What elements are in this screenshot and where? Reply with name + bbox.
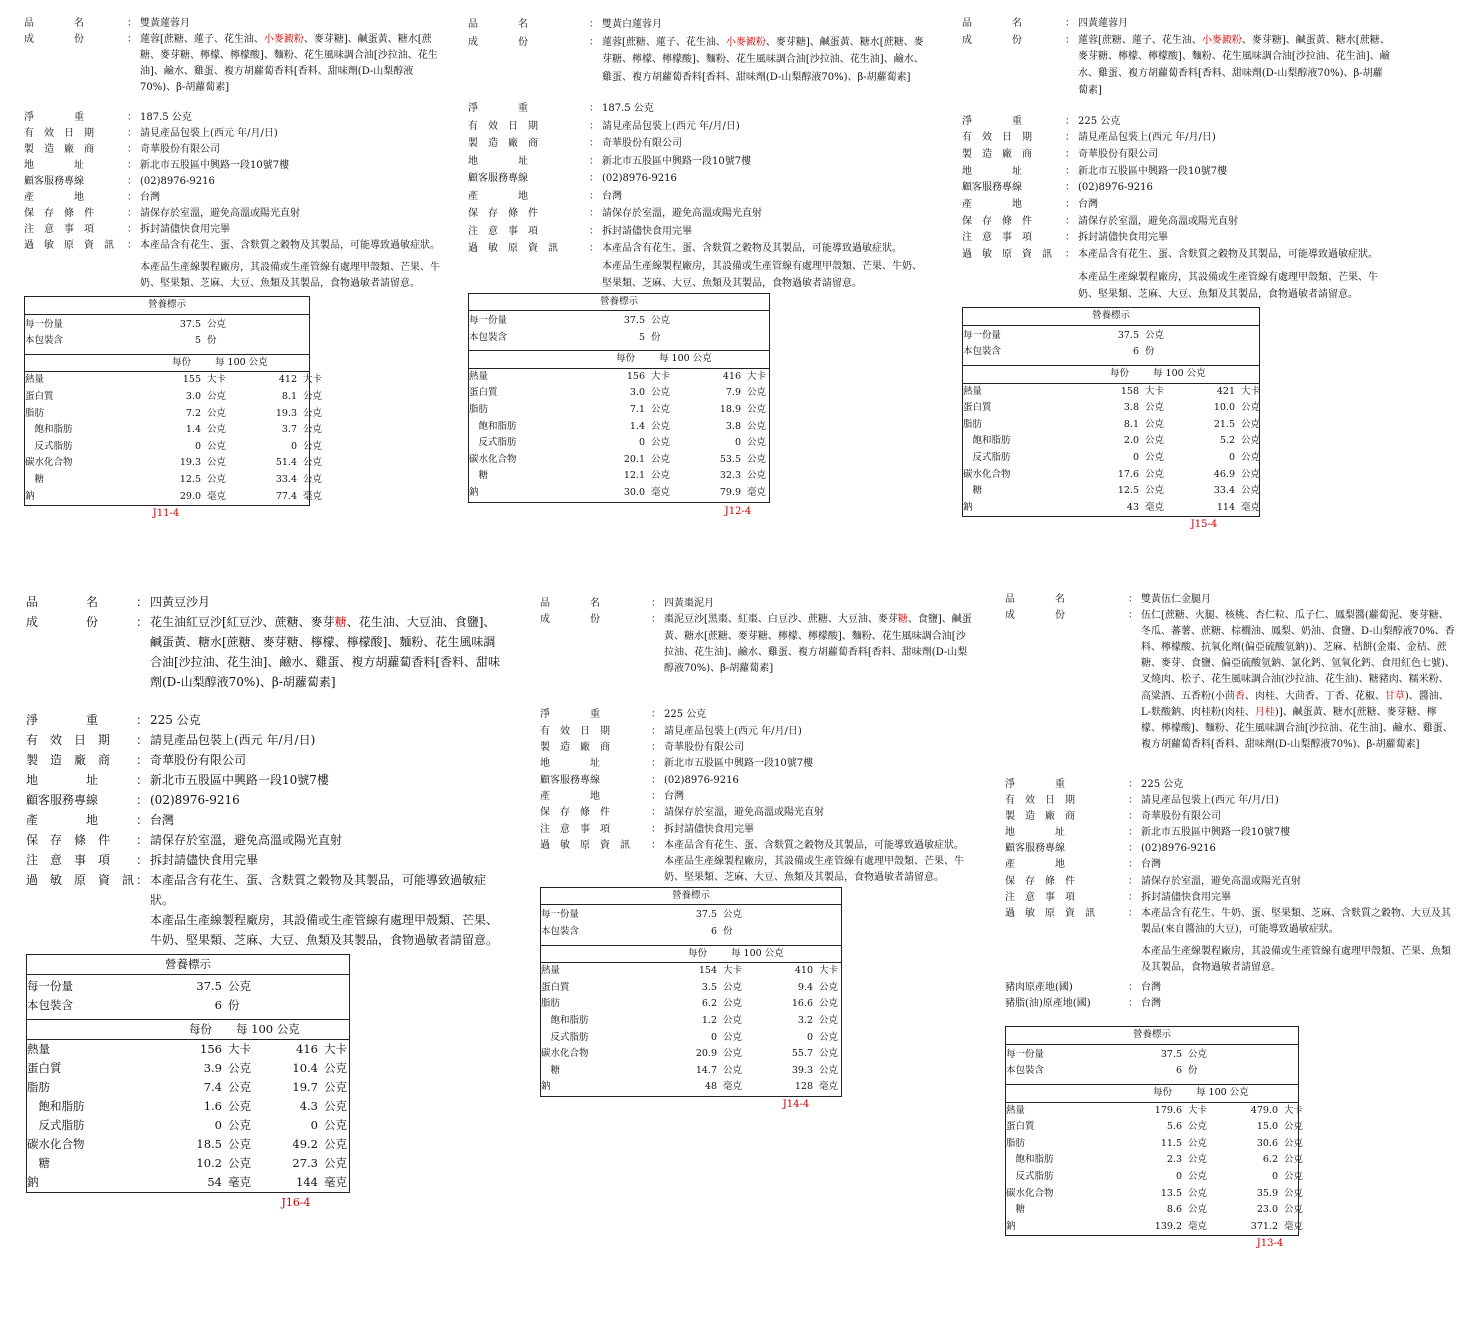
nutrition-row: 飽和脂肪 1.2 公克 3.2 公克 xyxy=(541,1014,839,1026)
nutrition-row: 鈉 29.0 毫克 77.4 毫克 xyxy=(25,490,323,502)
label-j13: 品 名 ： 雙黃伍仁金腿月 成 份 ： 伍仁[蔗糖、火腿、核桃、杏仁粒、瓜子仁、鳳梨醬(蘿蔔泥、麥芽糖、冬瓜、蕃薯、蔗糖、棕櫚油、鳳梨、奶油、食鹽、D-山梨醇液70%、香料、檸檬酸、抗氧化劑(偏亞硫酸氫鈉))、芝麻、桔餅(金棗、金桔、蔗糖、麥芽、食鹽、偏亞硫酸氫鈉、氯化鈣、氫氧化鈣、食用紅色七號)、叉燒肉、松子、花生風味調合油(沙拉油、花生油)、糖豬肉、糯米粉、高粱酒、五香粉(小茴香、肉桂、大茴香、丁香、花椒、甘草)、醬油、L-麩酸鈉、肉桂粉(肉桂、月桂)]、鹹蛋黃、糖水[蔗糖、麥芽糖、檸檬、檸檬酸]、麵粉、花生風味調合油[沙拉油、花生油]、鹼水、雞蛋、複方胡蘿蔔香料[香料、甜味劑(D-山梨醇液70%)、β-胡蘿蔔素] 淨 重 ： 225 公克 有 效 日 期 ： 請見產品包裝上(西元 年/月/日) 製 造 廠 商 ： 奇華股份有限公司 地 址 ： 新北市五股區中興路一段10號7樓 顧客服務專線 ： (02)8976-9216 產 地 ： 台灣 保 存 條 件 ： 請保存於室溫，避免高溫或陽光直射 注 意 事 項 ： 拆封請儘快食用完畢 過 敏 原 資 訊 ： 本產品含有花生、牛奶、蛋、堅果類、芝麻、含麩質之穀物、大豆及其製品(來自醬油的大豆)，可能導致過敏症狀。 本產品生產線製程廠房，其設備或生產管線有處理甲殼類、芒果、魚類及其製品，食物過敏者請留意。 豬肉原產地(國) ： 台灣 豬脂(油)原產地(國) ： 台灣 營養標示 每一份量 37.5 公克 本包裝含 6 份 每份 每 100 公克 熱量 179.6 大卡 479.0 大卡 蛋白質 5.6 公克 15.0 公克 脂肪 11.5 公克 30.6 公克 飽和脂肪 2.3 公克 6.2 公克 反式脂肪 0 公克 0 公克 碳水化合物 13.5 公克 35.9 公克 糖 8.6 公克 23.0 公克 鈉 139.2 毫克 371.2 毫克 J13-4 xyxy=(1005,592,1455,1252)
product-name: 雙黃白蓮蓉月 xyxy=(602,19,662,30)
label-j14: 品 名 ： 四黃棗泥月 成 份 ： 棗泥豆沙[黑棗、紅棗、白豆沙、蔗糖、大豆油、麥芽糖、食鹽]、鹹蛋黃、糖水[蔗糖、麥芽糖、檸檬、檸檬酸]、麵粉、花生風味調合油[沙拉油、花生油]、鹼水、雞蛋、複方胡蘿蔔香料[香料、甜味劑(D-山梨醇液70%)、β-胡蘿蔔素] 淨 重 ： 225 公克 有 效 日 期 ： 請見產品包裝上(西元 年/月/日) 製 造 廠 商 ： 奇華股份有限公司 地 址 ： 新北市五股區中興路一段10號7樓 顧客服務專線 ： (02)8976-9216 產 地 ： 台灣 保 存 條 件 ： 請保存於室溫，避免高溫或陽光直射 注 意 事 項 ： 拆封請儘快食用完畢 過 敏 原 資 訊 ： 本產品含有花生、蛋、含麩質之穀物及其製品，可能導致過敏症狀。 本產品生產線製程廠房，其設備或生產管線有處理甲殼類、芒果、牛奶、堅果類、芝麻、大豆、魚類及其製品，食物過敏者請留意。 營養標示 每一份量 37.5 公克 本包裝含 6 份 每份 每 100 公克 熱量 154 大卡 410 大卡 蛋白質 3.5 公克 9.4 公克 脂肪 6.2 公克 16.6 公克 飽和脂肪 1.2 公克 3.2 公克 反式脂肪 0 公克 0 公克 碳水化合物 20.9 公克 55.7 公克 糖 14.7 公克 39.3 公克 鈉 48 毫克 128 毫克 J14-4 xyxy=(540,596,972,1113)
nutrition-row: 糖 12.5 公克 33.4 公克 xyxy=(25,473,323,485)
nutrition-row: 碳水化合物 20.1 公克 53.5 公克 xyxy=(469,453,767,465)
nutrition-row: 鈉 48 毫克 128 毫克 xyxy=(541,1081,839,1093)
nutrition-row: 熱量 156 大卡 416 大卡 xyxy=(27,1042,347,1056)
nutrition-table: 營養標示 每一份量 37.5 公克 本包裝含 6 份 每份 每 100 公克 熱量 179.6 大卡 479.0 大卡 蛋白質 5.6 公克 15.0 公克 脂肪 11.5 公克 30.6 公克 飽和脂肪 2.3 公克 6.2 公克 反式脂肪 0 公克 0 公克 碳水化合物 13.5 公克 35.9 公克 糖 8.6 公克 23.0 公克 鈉 139.2 毫克 371.2 毫克 xyxy=(1005,1026,1299,1236)
nutrition-row: 碳水化合物 19.3 公克 51.4 公克 xyxy=(25,457,323,469)
nutrition-row: 飽和脂肪 1.4 公克 3.8 公克 xyxy=(469,420,767,432)
nutrition-row: 熱量 179.6 大卡 479.0 大卡 xyxy=(1006,1104,1304,1116)
net-weight: 225 公克 xyxy=(1078,115,1121,127)
nutrition-row: 熱量 156 大卡 416 大卡 xyxy=(469,370,767,382)
nutrition-row: 反式脂肪 0 公克 0 公克 xyxy=(963,452,1261,463)
product-code: J12-4 xyxy=(724,505,752,517)
label-j16: 品 名 ： 四黃豆沙月 成 份 ： 花生油紅豆沙[紅豆沙、蔗糖、麥芽糖、花生油、大豆油、食鹽]、鹹蛋黃、糖水[蔗糖、麥芽糖、檸檬、檸檬酸]、麵粉、花生風味調合油[沙拉油、花生油]、鹼水、雞蛋、複方胡蘿蔔香料[香料、甜味劑(D-山梨醇液70%)、β-胡蘿蔔素] 淨 重 ： 225 公克 有 效 日 期 ： 請見產品包裝上(西元 年/月/日) 製 造 廠 商 ： 奇華股份有限公司 地 址 ： 新北市五股區中興路一段10號7樓 顧客服務專線 ： (02)8976-9216 產 地 ： 台灣 保 存 條 件 ： 請保存於室溫，避免高溫或陽光直射 注 意 事 項 ： 拆封請儘快食用完畢 過 敏 原 資 訊 ： 本產品含有花生、蛋、含麩質之穀物及其製品，可能導致過敏症狀。 本產品生產線製程廠房，其設備或生產管線有處理甲殼類、芒果、牛奶、堅果類、芝麻、大豆、魚類及其製品，食物過敏者請留意。 營養標示 每一份量 37.5 公克 本包裝含 6 份 每份 每 100 公克 熱量 156 大卡 416 大卡 蛋白質 3.9 公克 10.4 公克 脂肪 7.4 公克 19.7 公克 飽和脂肪 1.6 公克 4.3 公克 反式脂肪 0 公克 0 公克 碳水化合物 18.5 公克 49.2 公克 糖 10.2 公克 27.3 公克 鈉 54 毫克 144 毫克 J16-4 xyxy=(26,592,501,1213)
product-code: J14-4 xyxy=(782,1098,810,1110)
label-j11: 品 名 ： 雙黃蓮蓉月 成 份 ： 蓮蓉[蔗糖、蓮子、花生油、小麥澱粉、麥芽糖]、鹹蛋黃、糖水[蔗糖、麥芽糖、檸檬、檸檬酸]、麵粉、花生風味調合油[沙拉油、花生油]、鹼水、雞蛋、複方胡蘿蔔香料[香料、甜味劑(D-山梨醇液70%)、β-胡蘿蔔素] 淨 重 ： 187.5 公克 有 效 日 期 ： 請見產品包裝上(西元 年/月/日) 製 造 廠 商 ： 奇華股份有限公司 地 址 ： 新北市五股區中興路一段10號7樓 顧客服務專線 ： (02)8976-9216 產 地 ： 台灣 保 存 條 件 ： 請保存於室溫，避免高溫或陽光直射 注 意 事 項 ： 拆封請儘快食用完畢 過 敏 原 資 訊 ： 本產品含有花生、蛋、含麩質之穀物及其製品，可能導致過敏症狀。 本產品生產線製程廠房，其設備或生產管線有處理甲殼類、芒果、牛奶、堅果類、芝麻、大豆、魚類及其製品，食物過敏者請留意。 營養標示 每一份量 37.5 公克 本包裝含 5 份 每份 每 100 公克 熱量 155 大卡 412 大卡 蛋白質 3.0 公克 8.1 公克 脂肪 7.2 公克 19.3 公克 飽和脂肪 1.4 公克 3.7 公克 反式脂肪 0 公克 0 公克 碳水化合物 19.3 公克 51.4 公克 糖 12.5 公克 33.4 公克 鈉 29.0 毫克 77.4 毫克 J11-4 xyxy=(24,16,444,522)
ingredients: 蓮蓉[蔗糖、蓮子、花生油、小麥澱粉、麥芽糖]、鹹蛋黃、糖水[蔗糖、麥芽糖、檸檬、檸檬酸]、麵粉、花生風味調合油[沙拉油、花生油]、鹼水、雞蛋、複方胡蘿蔔香料[香料、甜味劑(D-山梨醇液70%)、β-胡蘿蔔素] xyxy=(602,36,924,83)
net-weight: 187.5 公克 xyxy=(602,103,654,114)
allergen-info: 本產品含有花生、牛奶、蛋、堅果類、芝麻、含麩質之穀物、大豆及其製品(來自醬油的大豆)，可能導致過敏症狀。 本產品生產線製程廠房，其設備或生產管線有處理甲殼類、芒果、魚類及其製品，食物過敏者請留意。 xyxy=(1141,907,1451,973)
nutrition-row: 蛋白質 3.0 公克 8.1 公克 xyxy=(25,390,323,402)
nutrition-row: 碳水化合物 18.5 公克 49.2 公克 xyxy=(27,1137,347,1151)
nutrition-row: 糖 8.6 公克 23.0 公克 xyxy=(1006,1204,1304,1216)
net-weight: 225 公克 xyxy=(150,713,201,727)
nutrition-row: 蛋白質 3.8 公克 10.0 公克 xyxy=(963,402,1261,414)
nutrition-table: 營養標示 每一份量 37.5 公克 本包裝含 6 份 每份 每 100 公克 熱量 156 大卡 416 大卡 蛋白質 3.9 公克 10.4 公克 脂肪 7.4 公克 19.7 公克 飽和脂肪 1.6 公克 4.3 公克 反式脂肪 0 公克 0 公克 碳水化合物 18.5 公克 49.2 公克 糖 10.2 公克 27.3 公克 鈉 54 毫克 144 毫克 xyxy=(26,954,350,1193)
nutrition-row: 反式脂肪 0 公克 0 公克 xyxy=(541,1031,839,1043)
product-name: 四黃豆沙月 xyxy=(150,595,211,609)
product-name: 雙黃伍仁金腿月 xyxy=(1141,594,1211,605)
nutrition-row: 碳水化合物 20.9 公克 55.7 公克 xyxy=(541,1048,839,1060)
net-weight: 225 公克 xyxy=(1141,778,1184,790)
nutrition-row: 鈉 30.0 毫克 79.9 毫克 xyxy=(469,487,767,499)
nutrition-row: 糖 12.5 公克 33.4 公克 xyxy=(963,485,1261,497)
nutrition-row: 反式脂肪 0 公克 0 公克 xyxy=(1006,1171,1304,1182)
nutrition-row: 脂肪 8.1 公克 21.5 公克 xyxy=(963,418,1261,430)
nutrition-row: 碳水化合物 17.6 公克 46.9 公克 xyxy=(963,468,1261,480)
nutrition-row: 飽和脂肪 2.0 公克 5.2 公克 xyxy=(963,435,1261,447)
nutrition-row: 蛋白質 3.5 公克 9.4 公克 xyxy=(541,981,839,993)
net-weight: 225 公克 xyxy=(664,709,707,721)
product-name: 四黃蓮蓉月 xyxy=(1078,18,1128,29)
allergen-info: 本產品含有花生、蛋、含麩質之穀物及其製品，可能導致過敏症狀。 本產品生產線製程廠房，其設備或生產管線有處理甲殼類、芒果、牛奶、堅果類、芝麻、大豆、魚類及其製品，食物過敏者請留意。 xyxy=(602,243,922,289)
nutrition-table: 營養標示 每一份量 37.5 公克 本包裝含 6 份 每份 每 100 公克 熱量 154 大卡 410 大卡 蛋白質 3.5 公克 9.4 公克 脂肪 6.2 公克 16.6 公克 飽和脂肪 1.2 公克 3.2 公克 反式脂肪 0 公克 0 公克 碳水化合物 20.9 公克 55.7 公克 糖 14.7 公克 39.3 公克 鈉 48 毫克 128 毫克 xyxy=(540,887,842,1097)
nutrition-row: 脂肪 7.4 公克 19.7 公克 xyxy=(27,1080,347,1094)
nutrition-table: 營養標示 每一份量 37.5 公克 本包裝含 5 份 每份 每 100 公克 熱量 156 大卡 416 大卡 蛋白質 3.0 公克 7.9 公克 脂肪 7.1 公克 18.9 公克 飽和脂肪 1.4 公克 3.8 公克 反式脂肪 0 公克 0 公克 碳水化合物 20.1 公克 53.5 公克 糖 12.1 公克 32.3 公克 鈉 30.0 毫克 79.9 毫克 xyxy=(468,293,770,503)
nutrition-table: 營養標示 每一份量 37.5 公克 本包裝含 6 份 每份 每 100 公克 熱量 158 大卡 421 大卡 蛋白質 3.8 公克 10.0 公克 脂肪 8.1 公克 21.5 公克 飽和脂肪 2.0 公克 5.2 公克 反式脂肪 0 公克 0 公克 碳水化合物 17.6 公克 46.9 公克 糖 12.5 公克 33.4 公克 鈉 43 毫克 114 毫克 xyxy=(962,307,1260,517)
nutrition-row: 鈉 139.2 毫克 371.2 毫克 xyxy=(1006,1220,1304,1232)
nutrition-row: 糖 10.2 公克 27.3 公克 xyxy=(27,1156,347,1170)
ingredients: 蓮蓉[蔗糖、蓮子、花生油、小麥澱粉、麥芽糖]、鹹蛋黃、糖水[蔗糖、麥芽糖、檸檬、檸檬酸]、麵粉、花生風味調合油[沙拉油、花生油]、鹼水、雞蛋、複方胡蘿蔔香料[香料、甜味劑(D-山梨醇液70%)、β-胡蘿蔔素] xyxy=(140,34,438,93)
label-j12: 品 名 ： 雙黃白蓮蓉月 成 份 ： 蓮蓉[蔗糖、蓮子、花生油、小麥澱粉、麥芽糖]、鹹蛋黃、糖水[蔗糖、麥芽糖、檸檬、檸檬酸]、麵粉、花生風味調合油[沙拉油、花生油]、鹼水、雞蛋、複方胡蘿蔔香料[香料、甜味劑(D-山梨醇液70%)、β-胡蘿蔔素] 淨 重 ： 187.5 公克 有 效 日 期 ： 請見產品包裝上(西元 年/月/日) 製 造 廠 商 ： 奇華股份有限公司 地 址 ： 新北市五股區中興路一段10號7樓 顧客服務專線 ： (02)8976-9216 產 地 ： 台灣 保 存 條 件 ： 請保存於室溫，避免高溫或陽光直射 注 意 事 項 ： 拆封請儘快食用完畢 過 敏 原 資 訊 ： 本產品含有花生、蛋、含麩質之穀物及其製品，可能導致過敏症狀。 本產品生產線製程廠房，其設備或生產管線有處理甲殼類、芒果、牛奶、堅果類、芝麻、大豆、魚類及其製品，食物過敏者請留意。 營養標示 每一份量 37.5 公克 本包裝含 5 份 每份 每 100 公克 熱量 156 大卡 416 大卡 蛋白質 3.0 公克 7.9 公克 脂肪 7.1 公克 18.9 公克 飽和脂肪 1.4 公克 3.8 公克 反式脂肪 0 公克 0 公克 碳水化合物 20.1 公克 53.5 公克 糖 12.1 公克 32.3 公克 鈉 30.0 毫克 79.9 毫克 J12-4 xyxy=(468,16,928,520)
nutrition-row: 飽和脂肪 2.3 公克 6.2 公克 xyxy=(1006,1154,1304,1166)
ingredients: 花生油紅豆沙[紅豆沙、蔗糖、麥芽糖、花生油、大豆油、食鹽]、鹹蛋黃、糖水[蔗糖、麥芽糖、檸檬、檸檬酸]、麵粉、花生風味調合油[沙拉油、花生油]、鹼水、雞蛋、複方胡蘿蔔香料[香料、甜味劑(D-山梨醇液70%)、β-胡蘿蔔素] xyxy=(150,615,501,689)
nutrition-row: 糖 12.1 公克 32.3 公克 xyxy=(469,470,767,482)
product-name: 雙黃蓮蓉月 xyxy=(140,18,190,29)
nutrition-row: 脂肪 11.5 公克 30.6 公克 xyxy=(1006,1137,1304,1149)
product-code: J16-4 xyxy=(281,1196,311,1209)
nutrition-row: 脂肪 6.2 公克 16.6 公克 xyxy=(541,998,839,1010)
nutrition-row: 飽和脂肪 1.6 公克 4.3 公克 xyxy=(27,1099,347,1113)
product-code: J11-4 xyxy=(152,508,180,520)
allergen-info: 本產品含有花生、蛋、含麩質之穀物及其製品，可能導致過敏症狀。 本產品生產線製程廠房，其設備或生產管線有處理甲殼類、芒果、牛奶、堅果類、芝麻、大豆、魚類及其製品，食物過敏者請留意。 xyxy=(150,873,499,947)
nutrition-row: 蛋白質 5.6 公克 15.0 公克 xyxy=(1006,1121,1304,1133)
nutrition-row: 熱量 154 大卡 410 大卡 xyxy=(541,965,839,977)
label-j15: 品 名 ： 四黃蓮蓉月 成 份 ： 蓮蓉[蔗糖、蓮子、花生油、小麥澱粉、麥芽糖]、鹹蛋黃、糖水[蔗糖、麥芽糖、檸檬、檸檬酸]、麵粉、花生風味調合油[沙拉油、花生油]、鹼水、雞蛋、複方胡蘿蔔香料[香料、甜味劑(D-山梨醇液70%)、β-胡蘿蔔素] 淨 重 ： 225 公克 有 效 日 期 ： 請見產品包裝上(西元 年/月/日) 製 造 廠 商 ： 奇華股份有限公司 地 址 ： 新北市五股區中興路一段10號7樓 顧客服務專線 ： (02)8976-9216 產 地 ： 台灣 保 存 條 件 ： 請保存於室溫，避免高溫或陽光直射 注 意 事 項 ： 拆封請儘快食用完畢 過 敏 原 資 訊 ： 本產品含有花生、蛋、含麩質之穀物及其製品，可能導致過敏症狀。 本產品生產線製程廠房，其設備或生產管線有處理甲殼類、芒果、牛奶、堅果類、芝麻、大豆、魚類及其製品，食物過敏者請留意。 營養標示 每一份量 37.5 公克 本包裝含 6 份 每份 每 100 公克 熱量 158 大卡 421 大卡 蛋白質 3.8 公克 10.0 公克 脂肪 8.1 公克 21.5 公克 飽和脂肪 2.0 公克 5.2 公克 反式脂肪 0 公克 0 公克 碳水化合物 17.6 公克 46.9 公克 糖 12.5 公克 33.4 公克 鈉 43 毫克 114 毫克 J15-4 xyxy=(962,16,1392,534)
nutrition-row: 熱量 155 大卡 412 大卡 xyxy=(25,374,323,386)
net-weight: 187.5 公克 xyxy=(140,112,192,123)
nutrition-table: 營養標示 每一份量 37.5 公克 本包裝含 5 份 每份 每 100 公克 熱量 155 大卡 412 大卡 蛋白質 3.0 公克 8.1 公克 脂肪 7.2 公克 19.3 公克 飽和脂肪 1.4 公克 3.7 公克 反式脂肪 0 公克 0 公克 碳水化合物 19.3 公克 51.4 公克 糖 12.5 公克 33.4 公克 鈉 29.0 毫克 77.4 毫克 xyxy=(24,296,310,506)
nutrition-row: 反式脂肪 0 公克 0 公克 xyxy=(25,440,323,452)
allergen-info: 本產品含有花生、蛋、含麩質之穀物及其製品，可能導致過敏症狀。 本產品生產線製程廠房，其設備或生產管線有處理甲殼類、芒果、牛奶、堅果類、芝麻、大豆、魚類及其製品，食物過敏者請留意。 xyxy=(1078,249,1378,300)
allergen-info: 本產品含有花生、蛋、含麩質之穀物及其製品，可能導致過敏症狀。 本產品生產線製程廠房，其設備或生產管線有處理甲殼類、芒果、牛奶、堅果類、芝麻、大豆、魚類及其製品，食物過敏者請留意。 xyxy=(140,240,440,289)
product-name: 四黃棗泥月 xyxy=(664,598,714,609)
ingredients: 蓮蓉[蔗糖、蓮子、花生油、小麥澱粉、麥芽糖]、鹹蛋黃、糖水[蔗糖、麥芽糖、檸檬、檸檬酸]、麵粉、花生風味調合油[沙拉油、花生油]、鹼水、雞蛋、複方胡蘿蔔香料[香料、甜味劑(D-山梨醇液70%)、β-胡蘿蔔素] xyxy=(1078,34,1390,96)
product-code: J15-4 xyxy=(1190,519,1218,531)
nutrition-row: 鈉 43 毫克 114 毫克 xyxy=(963,501,1261,513)
nutrition-row: 熱量 158 大卡 421 大卡 xyxy=(963,385,1261,397)
allergen-info: 本產品含有花生、蛋、含麩質之穀物及其製品，可能導致過敏症狀。 本產品生產線製程廠房，其設備或生產管線有處理甲殼類、芒果、牛奶、堅果類、芝麻、大豆、魚類及其製品，食物過敏者請留意。 xyxy=(664,839,964,884)
nutrition-row: 反式脂肪 0 公克 0 公克 xyxy=(27,1118,347,1132)
nutrition-row: 碳水化合物 13.5 公克 35.9 公克 xyxy=(1006,1187,1304,1199)
nutrition-row: 蛋白質 3.9 公克 10.4 公克 xyxy=(27,1061,347,1075)
product-code: J13-4 xyxy=(1256,1238,1284,1250)
nutrition-row: 糖 14.7 公克 39.3 公克 xyxy=(541,1064,839,1076)
nutrition-row: 反式脂肪 0 公克 0 公克 xyxy=(469,437,767,449)
nutrition-row: 鈉 54 毫克 144 毫克 xyxy=(27,1175,347,1189)
ingredients: 伍仁[蔗糖、火腿、核桃、杏仁粒、瓜子仁、鳳梨醬(蘿蔔泥、麥芽糖、冬瓜、蕃薯、蔗糖、棕櫚油、鳳梨、奶油、食鹽、D-山梨醇液70%、香料、檸檬酸、抗氧化劑(偏亞硫酸氫鈉))、芝麻、桔餅(金棗、金桔、蔗糖、麥芽、食鹽、偏亞硫酸氫鈉、氯化鈣、氫氧化鈣、食用紅色七號)、叉燒肉、松子、花生風味調合油(沙拉油、花生油)、糖豬肉、糯米粉、高粱酒、五香粉(小茴香、肉桂、大茴香、丁香、花椒、甘草)、醬油、L-麩酸鈉、肉桂粉(肉桂、月桂)]、鹹蛋黃、糖水[蔗糖、麥芽糖、檸檬、檸檬酸]、麵粉、花生風味調合油[沙拉油、花生油]、鹼水、雞蛋、複方胡蘿蔔香料[香料、甜味劑(D-山梨醇液70%)、β-胡蘿蔔素] xyxy=(1141,610,1455,750)
nutrition-row: 脂肪 7.1 公克 18.9 公克 xyxy=(469,404,767,416)
nutrition-row: 脂肪 7.2 公克 19.3 公克 xyxy=(25,407,323,419)
nutrition-row: 蛋白質 3.0 公克 7.9 公克 xyxy=(469,387,767,399)
nutrition-row: 飽和脂肪 1.4 公克 3.7 公克 xyxy=(25,424,323,436)
ingredients: 棗泥豆沙[黑棗、紅棗、白豆沙、蔗糖、大豆油、麥芽糖、食鹽]、鹹蛋黃、糖水[蔗糖、麥芽糖、檸檬、檸檬酸]、麵粉、花生風味調合油[沙拉油、花生油]、鹼水、雞蛋、複方胡蘿蔔香料[香料、甜味劑(D-山梨醇液70%)、β-胡蘿蔔素] xyxy=(664,614,972,675)
